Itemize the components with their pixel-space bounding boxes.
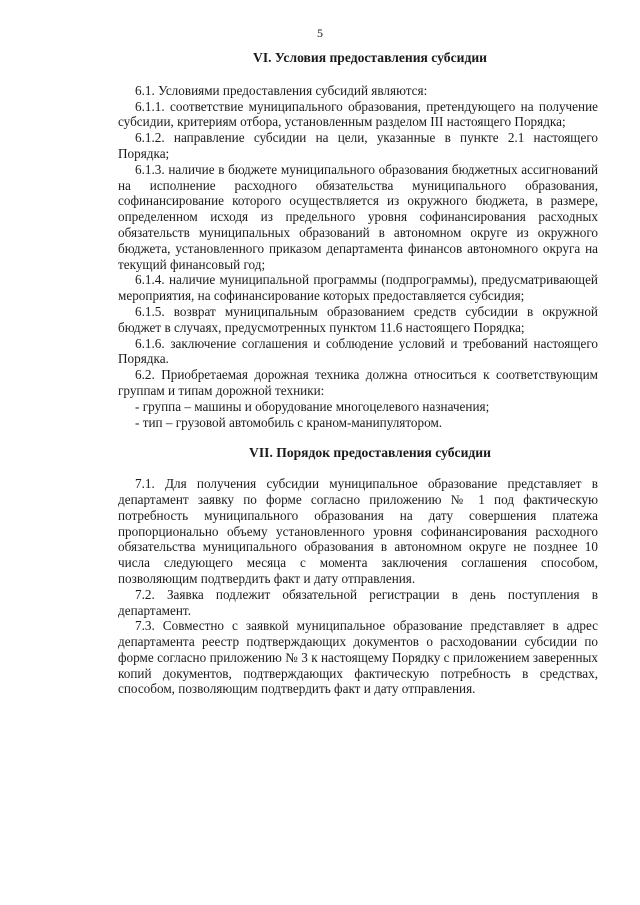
paragraph-6-1-6: 6.1.6. заключение соглашения и соблюдение условий и требований настоящего Порядка. <box>118 335 598 367</box>
dash-item-type: - тип – грузовой автомобиль с краном-манипулятором. <box>135 414 443 430</box>
paragraph-6-1-1: 6.1.1. соответствие муниципального образования, претендующего на получение субсидии, критериям отбора, установленным разделом III настоящего Порядка; <box>118 98 598 130</box>
section-7-title: VII. Порядок предоставления субсидии <box>249 445 491 461</box>
page-number: 5 <box>317 26 323 40</box>
paragraph-7-1: 7.1. Для получения субсидии муниципальное образование представляет в департамент заявку по форме согласно приложению № 1 под фактическую потребность муниципального образования на дату совершения платежа пропорционально объему установленного уровня софинансирования расходного обязательства муниципального образования в автономном округе не позднее 10 числа следующего месяца с момента заключения соглашения способом, позволяющим подтвердить факт и дату отправления. <box>118 476 598 586</box>
section-6-title: VI. Условия предоставления субсидии <box>253 50 487 65</box>
paragraph-7-3: 7.3. Совместно с заявкой муниципальное образование представляет в адрес департамента реестр подтверждающих документов о расходовании субсидии по форме согласно приложению № 3 к настоящему Порядку с приложением заверенных копий документов, подтверждающих фактическую потребность в средствах, способом, позволяющим подтвердить факт и дату отправления. <box>118 618 598 697</box>
dash-item-group: - группа – машины и оборудование многоцелевого назначения; <box>135 398 490 414</box>
paragraph-6-1: 6.1. Условиями предоставления субсидий являются: <box>135 82 428 98</box>
document-body <box>118 50 598 697</box>
paragraph-6-1-2: 6.1.2. направление субсидии на цели, указанные в пункте 2.1 настоящего Порядка; <box>118 130 598 161</box>
paragraph-7-2: 7.2. Заявка подлежит обязательной регистрации в день поступления в департамент. <box>118 586 598 618</box>
paragraph-6-2: 6.2. Приобретаемая дорожная техника должна относиться к соответствующим группам и типам дорожной техники: <box>118 367 598 398</box>
paragraph-6-1-3: 6.1.3. наличие в бюджете муниципального образования бюджетных ассигнований на исполнение расходного обязательства муниципального образования, софинансирование которого осуществляется из окружного бюджета, в размере, определенном исходя из предельного уровня софинансирования расходных обязательств муниципальных образований в автономном округе из окружного бюджета, установленного приказом департамента финансов автономного округа на текущий финансовый год; <box>118 161 598 272</box>
paragraph-6-1-5: 6.1.5. возврат муниципальным образованием средств субсидии в окружной бюджет в случаях, предусмотренных пунктом 11.6 настоящего Порядка; <box>118 303 598 335</box>
paragraph-6-1-4: 6.1.4. наличие муниципальной программы (подпрограммы), предусматривающей мероприятия, на софинансирование которых предоставляется субсидия; <box>118 272 598 304</box>
